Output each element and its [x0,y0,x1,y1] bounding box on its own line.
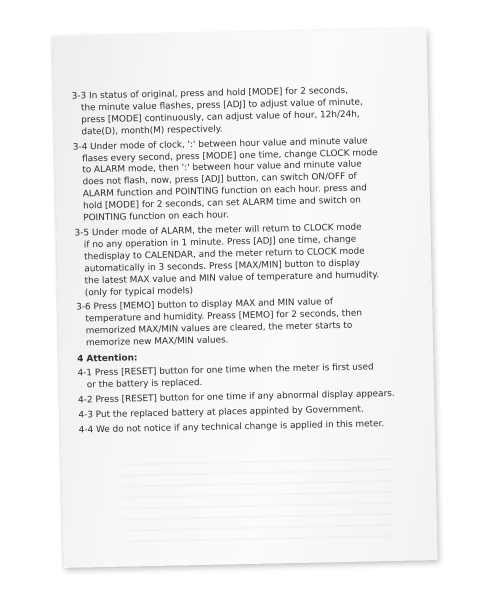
text-line: or the battery is replaced. [86,377,203,391]
text-line: POINTING function on each hour. [83,210,229,224]
text-line: flases every second, press [MODE] one time, change CLOCK mode [81,147,378,164]
text-line: to ALARM mode, then ':' between hour value and minute value [82,159,362,176]
text-line: automatically in 3 seconds. Press [MAX/MIN] button to display [84,258,361,275]
instruction-sheet [52,28,437,568]
text-line: memorized MAX/MIN values are cleared, the meter starts to [85,320,353,337]
text-line: 4-2 Press [RESET] button for one time if any abnormal display appears. [78,388,395,406]
text-line: thedisplay to CALENDAR, and the meter return to CLOCK mode [84,246,365,263]
text-line: 4-3 Put the replaced battery at places appinted by Government. [78,404,364,421]
attention-4-1 [77,361,419,392]
text-line: hold [MODE] for 2 seconds, can set ALARM time and switch on [82,195,361,212]
text-line: temperature and humidity. Preass [MEMO] for 2 seconds, then [85,308,363,325]
section-3-5 [75,221,418,300]
section-3-6 [76,296,419,351]
text-line: 3-3 In status of original, press and hold [MODE] for 2 seconds, [71,85,348,102]
text-line: (only for typical models) [84,285,194,298]
text-line: date(D), month(M) respectively. [81,124,223,138]
text-line: the minute value flashes, press [ADJ] to adjust value of minute, [80,97,363,114]
text-line: if no any operation in 1 minute. Press [ADJ] one time, change [83,234,357,251]
section-3-3 [72,84,415,139]
text-line: 3-4 Under mode of clock, ':' between hour value and minute value [72,136,368,153]
text-line: ALARM function and POINTING function on each hour. press and [82,183,367,200]
text-line: 4-4 We do not notice if any technical change is applied in this meter. [78,418,385,436]
text-line: press [MODE] continuously, can adjust value of hour, 12h/24h, [81,109,360,126]
text-line: the latest MAX value and MIN value of temperature and humudity. [84,269,380,286]
instruction-text [72,84,421,440]
text-line: does not flash, now, press [ADJ] button, can switch ON/OFF of [82,171,357,188]
text-line: 3-6 Press [MEMO] button to display MAX and MIN value of [76,297,334,313]
attention-heading: 4 Attention: [77,353,138,365]
text-line: 3-5 Under mode of ALARM, the meter will return to CLOCK mode [74,222,362,239]
text-line: 4-1 Press [RESET] button for one time when the meter is first used [77,362,374,379]
section-3-4 [73,135,417,225]
text-line: memorize new MAX/MIN values. [85,335,229,349]
bleed-through-texture [121,449,393,545]
